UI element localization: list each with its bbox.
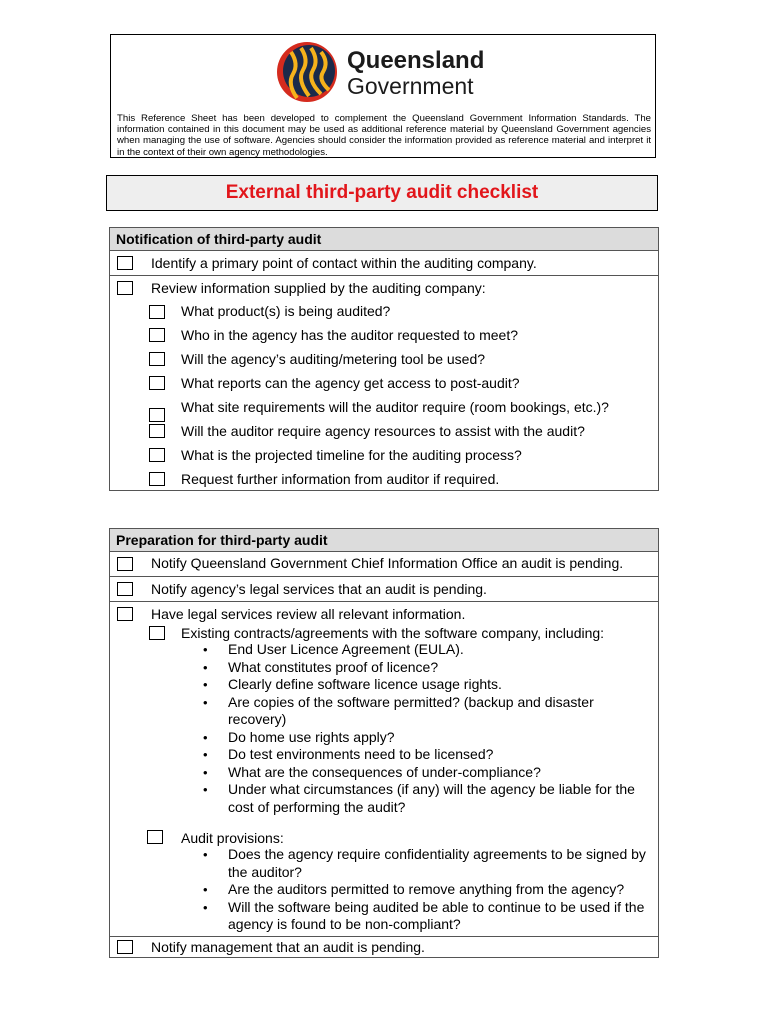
section-heading: Preparation for third-party audit: [110, 529, 659, 552]
item-label: Have legal services review all relevant information.: [151, 606, 466, 622]
list-item: • Do test environments need to be licensed?: [228, 746, 652, 764]
notification-section: [109, 227, 659, 491]
subitem-label: What site requirements will the auditor require (room bookings, etc.)?: [181, 399, 609, 415]
checklist-subitem: [110, 443, 658, 467]
item-label: Notify agency’s legal services that an audit is pending.: [151, 581, 487, 597]
checkbox[interactable]: [117, 582, 133, 596]
checklist-subitem: [110, 624, 658, 641]
list-item: • What are the consequences of under-compliance?: [228, 764, 652, 782]
checklist-item: [110, 276, 658, 300]
checkbox[interactable]: [149, 376, 165, 390]
list-item: • Does the agency require confidentiality agreements to be signed by the auditor?: [228, 846, 652, 881]
checkbox[interactable]: [149, 472, 165, 486]
checklist-subitem: [110, 300, 658, 323]
checkbox[interactable]: [117, 940, 133, 954]
checklist-item: [110, 577, 658, 601]
subitem-label: What is the projected timeline for the auditing process?: [181, 447, 522, 463]
checkbox[interactable]: [147, 830, 163, 844]
checkbox[interactable]: [149, 352, 165, 366]
checklist-subitem: [110, 816, 658, 846]
list-item: • Do home use rights apply?: [228, 729, 652, 747]
item-label: Notify management that an audit is pending.: [151, 938, 425, 955]
checkbox[interactable]: [149, 328, 165, 342]
subitem-label: Will the agency’s auditing/metering tool be used?: [181, 351, 486, 367]
list-item: • Are copies of the software permitted? (backup and disaster recovery): [228, 694, 652, 729]
checklist-item: [110, 937, 658, 957]
page-title: External third-party audit checklist: [225, 182, 539, 203]
list-item: • Under what circumstances (if any) will the agency be liable for the cost of performing the audit?: [228, 781, 652, 816]
list-item: • Are the auditors permitted to remove anything from the agency?: [228, 881, 652, 899]
checklist-subitem: [110, 419, 658, 443]
checklist-item: [110, 552, 658, 576]
checklist-item: [110, 602, 658, 624]
queensland-government-logo: [271, 38, 499, 102]
checklist-subitem: [110, 395, 658, 419]
subitem-label: Who in the agency has the auditor requested to meet?: [181, 327, 518, 343]
subitem-label: Audit provisions:: [181, 830, 284, 846]
subitem-label: Will the auditor require agency resources to assist with the audit?: [181, 423, 585, 439]
item-label: Identify a primary point of contact within the auditing company.: [151, 255, 537, 271]
checkbox[interactable]: [149, 424, 165, 438]
checklist-subitem: [110, 371, 658, 395]
list-item: • Clearly define software licence usage rights.: [228, 676, 652, 694]
section-heading: Notification of third-party audit: [110, 228, 659, 251]
list-item: • End User Licence Agreement (EULA).: [228, 641, 652, 659]
checkbox[interactable]: [117, 256, 133, 270]
checkbox[interactable]: [117, 557, 133, 571]
subitem-label: What product(s) is being audited?: [181, 303, 391, 319]
title-box: [106, 175, 658, 211]
item-label: Notify Queensland Government Chief Information Office an audit is pending.: [151, 555, 624, 571]
checkbox[interactable]: [149, 305, 165, 319]
checkbox[interactable]: [117, 607, 133, 621]
checklist-subitem: [110, 467, 658, 490]
item-label: Review information supplied by the auditing company:: [151, 280, 486, 296]
audit-provisions-bullet-list: [110, 846, 658, 936]
header-box: [110, 34, 656, 158]
checklist-subitem: [110, 323, 658, 347]
checkbox[interactable]: [117, 281, 133, 295]
checkbox[interactable]: [149, 626, 165, 640]
logo-line1: Queensland: [347, 47, 485, 74]
subitem-label: Existing contracts/agreements with the software company, including:: [181, 625, 605, 641]
checkbox[interactable]: [149, 448, 165, 462]
subitem-label: What reports can the agency get access to post-audit?: [181, 375, 520, 391]
disclaimer-text: This Reference Sheet has been developed to complement the Queensland Government Information Standards. The information contained in this document may be used as additional reference material by Queensland Government agencies when managing the use of software. Agencies should consider the information provided as reference material and interpret it in the context of their own agency methodologies.: [117, 113, 651, 158]
preparation-section: [109, 528, 659, 958]
logo-line2: Government: [347, 73, 474, 99]
list-item: • Will the software being audited be able to continue to be used if the agency is found to be non-compliant?: [228, 899, 652, 934]
subitem-label: Request further information from auditor if required.: [181, 471, 500, 487]
list-item: • What constitutes proof of licence?: [228, 659, 652, 677]
contracts-bullet-list: [110, 641, 658, 816]
checklist-item: [110, 251, 658, 275]
checklist-subitem: [110, 347, 658, 371]
logo-emblem-icon: [271, 38, 499, 102]
